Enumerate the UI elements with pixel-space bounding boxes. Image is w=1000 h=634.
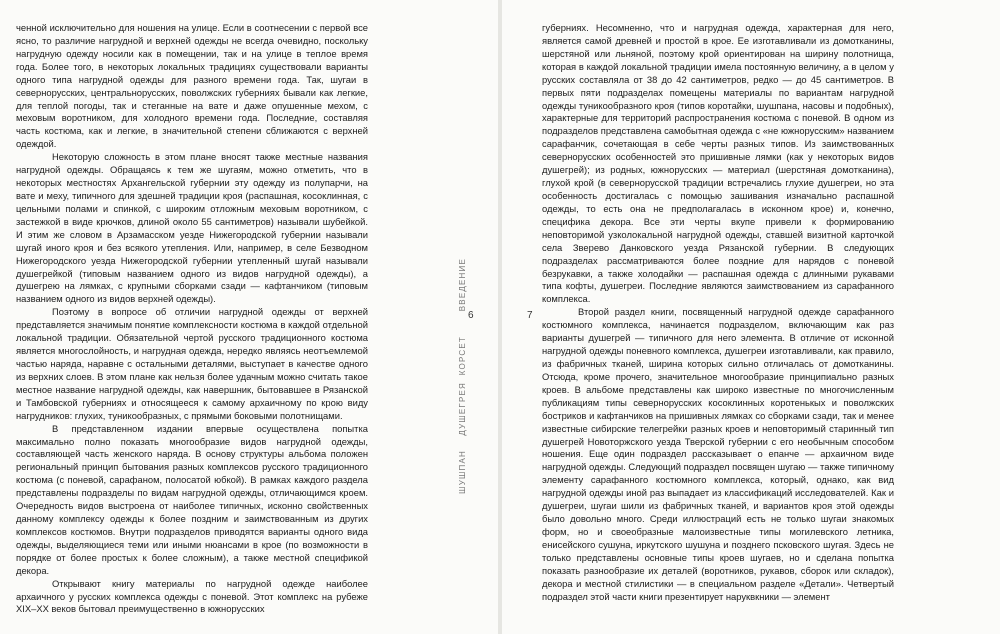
toc-item-dushegreya: ДУШЕГРЕЯ: [458, 382, 467, 436]
toc-item-shushpan: ШУШПАН: [458, 450, 467, 494]
page-number: 6: [468, 310, 474, 321]
paragraph: губерниях. Несомненно, что и нагрудная одежда, характерная для него, является самой древней и простой в крое. Ее изготавливали из домотканины, шерстяной или льняной, поэтому крой ориентирован на ширину полотнища, которая в каждой локальной традиции имела постоянную величину, а в целом у русских составляла от 38 до 42 сантиметров, редко — до 45 сантиметров. В первых пяти подразделах помещены материалы по вариантам нагрудной одежды туникообразного кроя (типов коротайки, шушпана, насовы и подобных), характерные для территорий распространения костюма с поневой. В одном из подразделов представлена самобытная одежда с «не южнорусским» названием сарафанчик, сочетающая в себе черты разных типов. Из заимствованных севернорусских особенностей это пришивные лямки (как у некоторых видов душегрей); из родных, южнорусских — материал (шерстяная домотканина), глухой крой (в севернорусской традиции встречались глухие душегреи, но эта особенность достигалась с помощью зашивания изначально распашной одежды, то есть она не предполагалась в исконном крое) и, конечно, специфика декора. Все эти черты вкупе привели к формированию неповторимой узколокальной нагрудной одежды, ставшей визитной карточкой села Зверево Данковского уезда Рязанской губернии. В следующих подразделах рассматриваются более поздние для нарядов с поневой безрукавки, а также холодайки — распашная одежда с длинными рукавами типа кофты, душегреи. Последние являются заимствованием из сарафанного комплекса.: [542, 22, 894, 305]
paragraph: Открывают книгу материалы по нагрудной одежде наиболее архаичного у русских комплекса одежды с поневой. Этот комплекс на рубеже XIX–XX веков бытовал преимущественно в южнорусских: [16, 577, 368, 615]
paragraph: Поэтому в вопросе об отличии нагрудной одежды от верхней представляется значимым понятие комплексности костюма в каждой отдельной локальной традиции. Обязательной чертой русского традиционного костюма является многослойность, и нагрудная одежда, нередко являясь неотъемлемой частью наряда, наравне с остальными деталями, выступает в качестве одного из верхних слоев. В этом плане как нельзя более удачным можно считать такое местное название нагрудной одежды, как навершник, бытовавшее в Рязанской и Тамбовской губерниях и относящееся к самому архаичному по крою виду нагрудников: глухих, туникообразных, с прямыми боковыми полотнищами.: [16, 306, 368, 421]
paragraph: ченной исключительно для ношения на улице. Если в соотнесении с первой все ясно, то различие нагрудной и верхней одежды не всегда очевидно, поскольку нагрудную одежду носили как в помещении, так и на улице в теплое время года. Более того, в некоторых локальных традициях существовали варианты одного типа нагрудной одежды для разного времени года. Так, шугаи в севернорусских, центральнорусских, поволжских губерниях бывали как легкие, для теплой погоды, так и стеганные на вате и даже опушенные мехом, с меховым воротником, для холодного времени года. Последние, составляя часть костюма, как и легкие, в значительной степени сближаются с верхней одеждой.: [16, 22, 368, 150]
paragraph: В представленном издании впервые осуществлена попытка максимально полно показать многообразие видов нагрудной одежды, составляющей часть женского наряда. В основу структуры альбома положен региональный принцип бытования разных комплексов русского традиционного костюма (с поневой, сарафаном, полосатой юбкой). В рамках каждого раздела представлены подразделы по видам нагрудной одежды, отличающимся кроем. Очередность видов выстроена от наиболее типичных, исконно свойственных данному комплексу одежды к более поздним и заимствованным из других комплексов костюмов. Внутри подразделов приводятся варианты одного вида одежды, выделяющиеся теми или иными нюансами в крое (по возможности в порядке от более простых к более сложным), а также местной спецификой декора.: [16, 422, 368, 576]
left-text-column: [16, 22, 368, 616]
page-number: 7: [527, 310, 533, 321]
left-page: [0, 0, 498, 634]
right-page: [502, 0, 1000, 634]
spine-section-index: [458, 258, 470, 598]
toc-item-corset: КОРСЕТ: [458, 336, 467, 376]
right-text-column: [542, 22, 894, 603]
paragraph: Второй раздел книги, посвященный нагрудной одежде сарафанного костюмного комплекса, начинается подразделом, включающим как раз варианты душегрей — типичного для него элемента. В отличие от исконной нагрудной одежды поневного комплекса, душегреи изготавливали, как правило, из фабричных тканей, ширина которых сильно отличалась от домотканины. Отсюда, кроме прочего, значительное многообразие принципиально разных кроев. В альбоме представлены как широко известные по многочисленным публикациям типы севернорусских косоклинных коротенькых и поволжских бостриков и кафтанчиков на пришивных лямках со сборками сзади, так и менее известные сибирские телегрейки разных кроев и неповторимый старинный тип душегрей Новоторжского уезда Тверской губернии с его необычным способом ношения. Еще один подраздел рассказывает о епанче — архаичном виде нагрудной одежды. Следующий подраздел посвящен шугаю — также типичному элементу сарафанного костюмного комплекса, который, однако, как вид нагрудной одежды иной раз выпадает из классификаций исследователей. Как и душегреи, шугаи шили из фабричных тканей, и вариантов кроя этой одежды было довольно много. Среди иллюстраций есть не только шугаи знакомых форм, но и своеобразные малоизвестные типы могилевского летника, енисейского сушуна, иркутского шушуна и позднего псковского шугая. Здесь не только представлены основные типы кроев шугаев, но и сделана попытка показать разнообразие их деталей (воротников, рукавов, сборок или складок), декора и местной стилистики — в специальном разделе «Детали». Четвертый подраздел этой части книги презентирует наруквкники — элемент: [542, 306, 894, 602]
paragraph: Некоторую сложность в этом плане вносят также местные названия нагрудной одежды. Обращаясь к тем же шугаям, можно отметить, что в некоторых местностях Архангельской губернии эту одежду из полупарчи, на вате и меху, типичного для здешней традиции кроя (распашная, косоклинная, с цельными полами и спинкой, с широким отложным меховым воротником, с застежкой в виде крючков, длиной около 55 сантиметров) называли шубейкой. И этим же словом в Арзамасском уезде Нижегородской губернии называли шугай иного кроя и без всякого утепления. Или, например, в селе Безводном Нижегородского уезда Нижегородской губернии утепленный шугай называли душегрейкой (типовым названием одного из видов нагрудной одежды), а душегрею на лямках, с крупными сборками сзади — кафтанчиком (типовым названием одного из видов верхней одежды).: [16, 151, 368, 305]
toc-item-intro: ВВЕДЕНИЕ: [458, 258, 467, 312]
